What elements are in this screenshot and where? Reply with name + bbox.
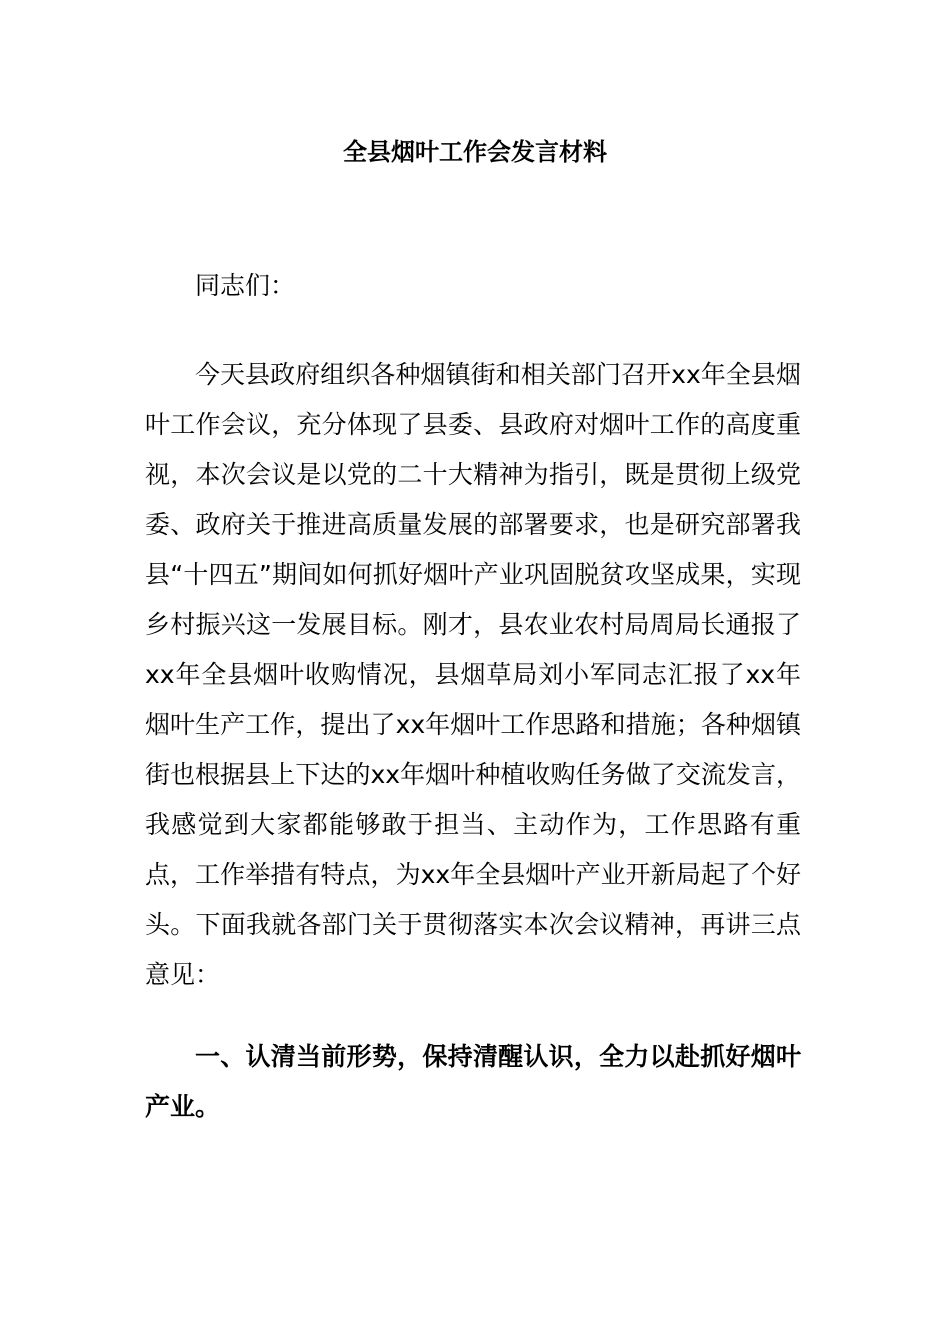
document-title: 全县烟叶工作会发言材料 [343, 138, 607, 166]
body-paragraph: 今天县政府组织各种烟镇街和相关部门召开xx年全县烟叶工作会议，充分体现了县委、县政府对烟叶工作的高度重视，本次会议是以党的二十大精神为指引，既是贯彻上级党委、政府关于推进高质量发展的部署要求，也是研究部署我县“十四五”期间如何抓好烟叶产业巩固脱贫攻坚成果，实现乡村振兴这一发展目标。刚才，县农业农村局周局长通报了xx年全县烟叶收购情况，县烟草局刘小军同志汇报了xx年烟叶生产工作，提出了xx年烟叶工作思路和措施；各种烟镇街也根据县上下达的xx年烟叶种植收购任务做了交流发言，我感觉到大家都能够敢于担当、主动作为，工作思路有重点，工作举措有特点，为xx年全县烟叶产业开新局起了个好头。下面我就各部门关于贯彻落实本次会议精神，再讲三点意见： [145, 360, 801, 989]
salutation: 同志们： [195, 271, 296, 300]
section-heading-1: 一、认清当前形势，保持清醒认识，全力以赴抓好烟叶产业。 [145, 1042, 801, 1121]
